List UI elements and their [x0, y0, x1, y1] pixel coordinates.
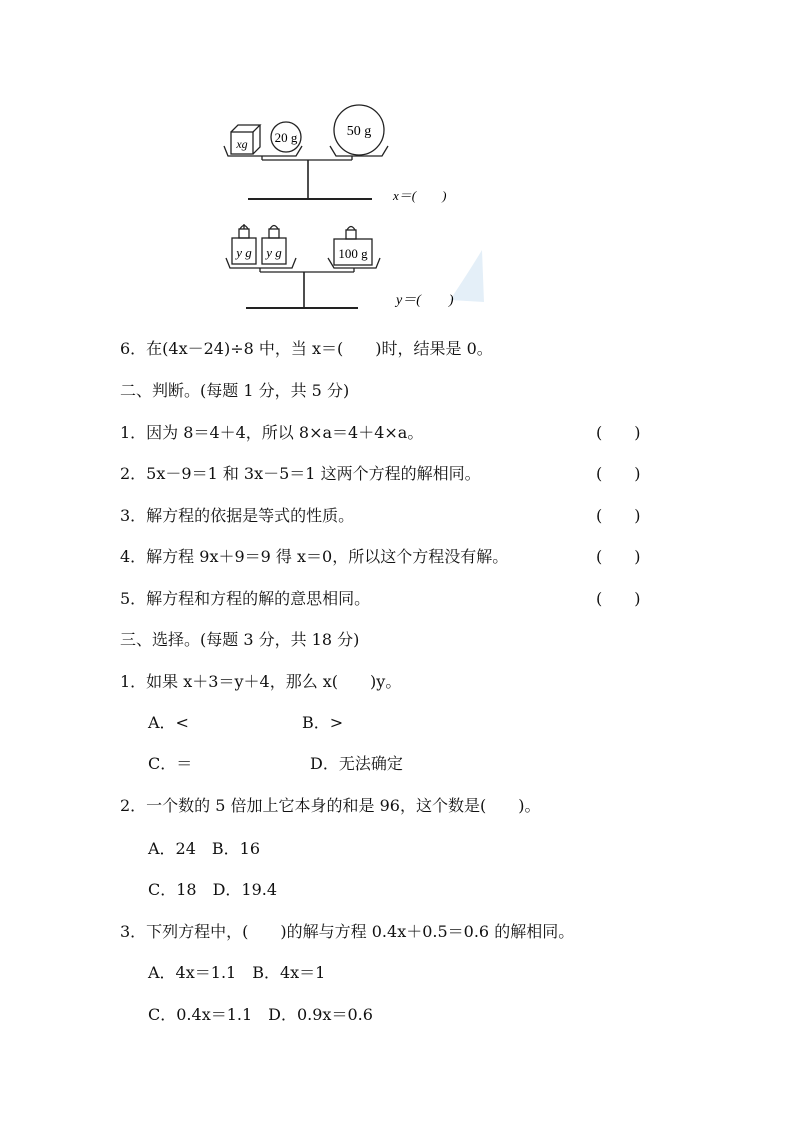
balance-figure — [0, 0, 794, 330]
judge-answer-1[interactable]: ( ) — [596, 423, 641, 442]
judge-answer-4[interactable]: ( ) — [596, 547, 641, 566]
judge-item-1: 1．因为 8＝4＋4，所以 8×a＝4＋4×a。 — [120, 423, 424, 442]
weight-100g-label: 100 g — [338, 246, 368, 261]
choice-q1-option-a[interactable]: A．< — [148, 713, 189, 732]
choice-q2-options-ab[interactable]: A．24 B．16 — [148, 839, 261, 858]
scale2-answer-label: y＝( ) — [396, 293, 454, 308]
choice-q1-option-d[interactable]: D．无法确定 — [310, 754, 403, 773]
judge-answer-2[interactable]: ( ) — [596, 464, 641, 483]
scale1-answer-label: x＝( ) — [393, 188, 447, 203]
choice-q3-stem: 3．下列方程中，( )的解与方程 0.4x＋0.5＝0.6 的解相同。 — [120, 922, 575, 941]
balance-scale-1 — [224, 105, 388, 199]
choice-q2-options-cd[interactable]: C．18 D．19.4 — [148, 880, 278, 899]
weight-20g-label: 20 g — [274, 130, 298, 145]
weight-50g-label: 50 g — [346, 124, 372, 139]
choice-q2-stem: 2．一个数的 5 倍加上它本身的和是 96，这个数是( )。 — [120, 796, 541, 815]
weight-y-2-label: y g — [266, 245, 282, 260]
cube-label: xg — [236, 137, 248, 151]
judge-item-3: 3．解方程的依据是等式的性质。 — [120, 506, 355, 525]
judge-item-5: 5．解方程和方程的解的意思相同。 — [120, 589, 371, 608]
section-3-heading: 三、选择。(每题 3 分，共 18 分) — [120, 630, 360, 649]
question-6: 6．在(4x－24)÷8 中，当 x＝( )时，结果是 0。 — [120, 339, 493, 358]
judge-answer-3[interactable]: ( ) — [596, 506, 641, 525]
judge-answer-5[interactable]: ( ) — [596, 589, 641, 608]
watermark-sail — [450, 250, 484, 302]
weight-y-1-label: y g — [236, 245, 252, 260]
choice-q3-options-ab[interactable]: A．4x＝1.1 B．4x＝1 — [148, 963, 326, 982]
judge-item-2: 2．5x－9＝1 和 3x－5＝1 这两个方程的解相同。 — [120, 464, 481, 483]
choice-q1-stem: 1．如果 x＋3＝y＋4，那么 x( )y。 — [120, 672, 402, 691]
section-2-heading: 二、判断。(每题 1 分，共 5 分) — [120, 381, 350, 400]
choice-q1-option-c[interactable]: C．＝ — [148, 754, 193, 773]
judge-item-4: 4．解方程 9x＋9＝9 得 x＝0，所以这个方程没有解。 — [120, 547, 509, 566]
choice-q1-option-b[interactable]: B．> — [302, 713, 344, 732]
balance-scale-2 — [226, 224, 380, 308]
choice-q3-options-cd[interactable]: C．0.4x＝1.1 D．0.9x＝0.6 — [148, 1005, 373, 1024]
